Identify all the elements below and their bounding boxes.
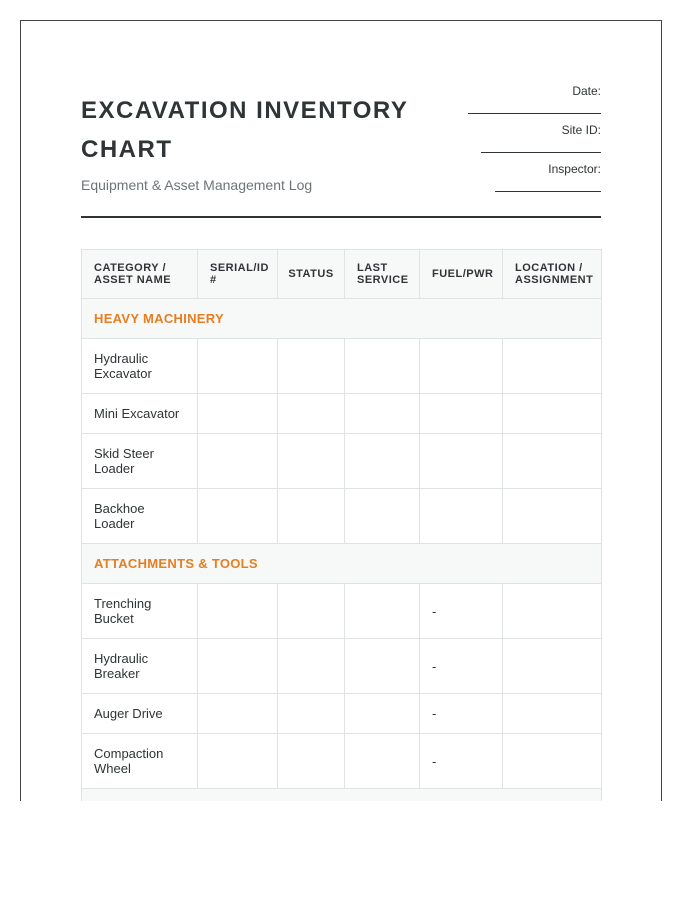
fuel-cell[interactable]: - [420, 584, 503, 639]
status-cell[interactable] [278, 489, 345, 544]
fuel-cell[interactable] [420, 394, 503, 434]
asset-name: Auger Drive [82, 694, 198, 734]
section-title: HEAVY MACHINERY [82, 299, 602, 339]
last-service-cell[interactable] [345, 734, 420, 789]
serial-cell[interactable] [198, 639, 278, 694]
status-cell[interactable] [278, 734, 345, 789]
table-row [82, 489, 602, 544]
table-row [82, 434, 602, 489]
column-header-category: CATEGORY / ASSET NAME [82, 250, 198, 299]
document-page [20, 20, 662, 801]
document-subtitle: Equipment & Asset Management Log [81, 177, 313, 193]
serial-cell[interactable] [198, 434, 278, 489]
fuel-cell[interactable] [420, 434, 503, 489]
column-header-status: STATUS [278, 250, 345, 299]
section-title-cutoff [82, 789, 602, 802]
asset-name: Trenching Bucket [82, 584, 198, 639]
last-service-cell[interactable] [345, 434, 420, 489]
asset-name: Backhoe Loader [82, 489, 198, 544]
last-service-cell[interactable] [345, 339, 420, 394]
location-cell[interactable] [503, 694, 602, 734]
inspector-field [401, 159, 601, 192]
location-cell[interactable] [503, 434, 602, 489]
status-cell[interactable] [278, 584, 345, 639]
table-row [82, 584, 602, 639]
inspector-entry-line[interactable] [495, 191, 601, 192]
location-cell[interactable] [503, 584, 602, 639]
date-entry-line[interactable] [468, 113, 601, 114]
fuel-cell[interactable]: - [420, 734, 503, 789]
asset-name: Hydraulic Breaker [82, 639, 198, 694]
column-header-last-service: LAST SERVICE [345, 250, 420, 299]
document-title: EXCAVATION INVENTORY CHART [81, 97, 408, 163]
serial-cell[interactable] [198, 584, 278, 639]
table-row [82, 734, 602, 789]
table-row [82, 339, 602, 394]
status-cell[interactable] [278, 434, 345, 489]
last-service-cell[interactable] [345, 694, 420, 734]
serial-cell[interactable] [198, 489, 278, 544]
status-cell[interactable] [278, 339, 345, 394]
site-id-entry-line[interactable] [481, 152, 601, 153]
inspector-label: Inspector: [548, 162, 601, 176]
asset-name: Hydraulic Excavator [82, 339, 198, 394]
header-fields [401, 81, 601, 192]
site-id-label: Site ID: [561, 123, 601, 137]
serial-cell[interactable] [198, 694, 278, 734]
status-cell[interactable] [278, 394, 345, 434]
inventory-table [81, 249, 602, 801]
asset-name: Skid Steer Loader [82, 434, 198, 489]
status-cell[interactable] [278, 694, 345, 734]
site-id-field [401, 120, 601, 153]
section-row-heavy-machinery [82, 299, 602, 339]
table-header-row [82, 250, 602, 299]
date-label: Date: [572, 84, 601, 98]
serial-cell[interactable] [198, 734, 278, 789]
fuel-cell[interactable]: - [420, 694, 503, 734]
fuel-cell[interactable] [420, 489, 503, 544]
column-header-fuel: FUEL/PWR [420, 250, 503, 299]
column-header-location: LOCATION / ASSIGNMENT [503, 250, 602, 299]
header-divider [81, 216, 601, 218]
location-cell[interactable] [503, 394, 602, 434]
asset-name: Compaction Wheel [82, 734, 198, 789]
location-cell[interactable] [503, 734, 602, 789]
serial-cell[interactable] [198, 394, 278, 434]
table-row [82, 639, 602, 694]
last-service-cell[interactable] [345, 489, 420, 544]
section-row-next [82, 789, 602, 802]
last-service-cell[interactable] [345, 639, 420, 694]
status-cell[interactable] [278, 639, 345, 694]
table-row [82, 394, 602, 434]
last-service-cell[interactable] [345, 584, 420, 639]
last-service-cell[interactable] [345, 394, 420, 434]
date-field [401, 81, 601, 114]
location-cell[interactable] [503, 489, 602, 544]
table-row [82, 694, 602, 734]
section-title: ATTACHMENTS & TOOLS [82, 544, 602, 584]
asset-name: Mini Excavator [82, 394, 198, 434]
section-row-attachments-tools [82, 544, 602, 584]
serial-cell[interactable] [198, 339, 278, 394]
location-cell[interactable] [503, 639, 602, 694]
location-cell[interactable] [503, 339, 602, 394]
fuel-cell[interactable] [420, 339, 503, 394]
column-header-serial: SERIAL/ID # [198, 250, 278, 299]
fuel-cell[interactable]: - [420, 639, 503, 694]
